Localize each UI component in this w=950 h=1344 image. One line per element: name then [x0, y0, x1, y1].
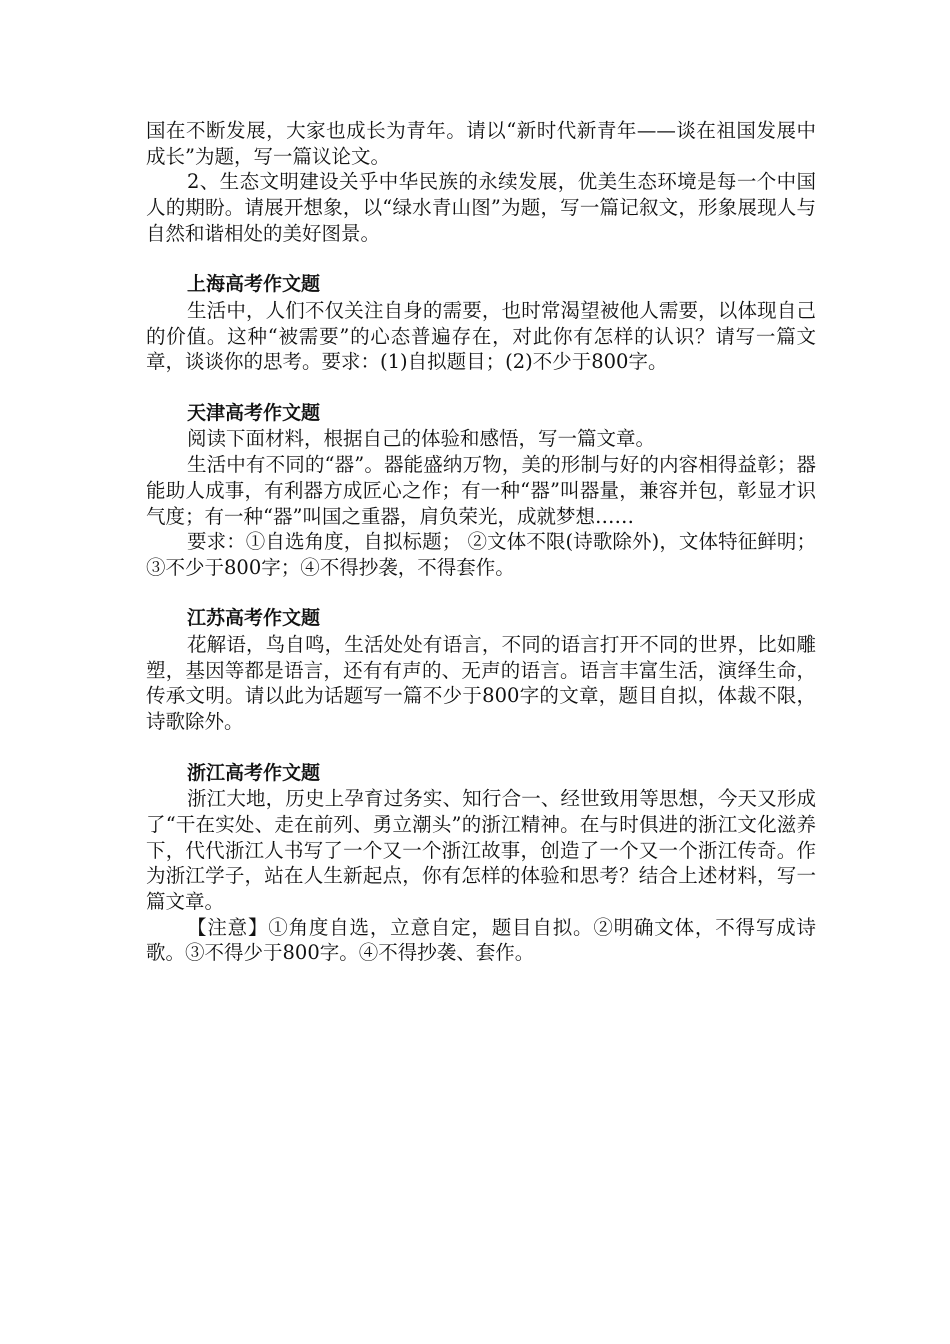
tianjin-heading: 天津高考作文题: [187, 401, 321, 424]
tianjin-paragraph-1: 阅读下面材料，根据自己的体验和感悟，写一篇文章。: [187, 427, 656, 451]
section-gap: [146, 375, 816, 401]
intro-paragraph-2: 2、生态文明建设关乎中华民族的永续发展，优美生态环境是每一个中国人的期盼。请展开想象，以“绿水青山图”为题，写一篇记叙文，形象展现人与自然和谐相处的美好图景。: [146, 170, 816, 245]
intro-paragraph-1: 国在不断发展，大家也成长为青年。请以“新时代新青年——谈在祖国发展中成长”为题，写一篇议论文。: [146, 119, 816, 168]
document-page: [146, 118, 816, 966]
jiangsu-paragraph: 花解语，鸟自鸣，生活处处有语言，不同的语言打开不同的世界，比如雕塑，基因等都是语言，还有有声的、无声的语言。语言丰富生活，演绎生命，传承文明。请以此为话题写一篇不少于800字的文章，题目自拟，体裁不限，诗歌除外。: [146, 633, 816, 734]
tianjin-paragraph-2: 生活中有不同的“器”。器能盛纳万物，美的形制与好的内容相得益彰；器能助人成事，有利器方成匠心之作；有一种“器”叫器量，兼容并包，彰显才识气度；有一种“器”叫国之重器，肩负荣光，成就梦想……: [146, 453, 816, 528]
section-gap: [146, 247, 816, 273]
tianjin-requirements: 要求：①自选角度，自拟标题； ②文体不限(诗歌除外)，文体特征鲜明； ③不少于800字；④不得抄袭，不得套作。: [146, 530, 816, 579]
jiangsu-heading: 江苏高考作文题: [187, 607, 321, 630]
shanghai-paragraph: 生活中，人们不仅关注自身的需要，也时常渴望被他人需要，以体现自己的价值。这种“被需要”的心态普遍存在，对此你有怎样的认识？请写一篇文章，谈谈你的思考。要求：(1)自拟题目；(2)不少于800字。: [146, 298, 816, 374]
zhejiang-heading: 浙江高考作文题: [187, 761, 321, 784]
zhejiang-paragraph: 浙江大地，历史上孕育过务实、知行合一、经世致用等思想，今天又形成了“干在实处、走在前列、勇立潮头”的浙江精神。在与时俱进的浙江文化滋养下，代代浙江人书写了一个又一个浙江故事，创造了一个又一个浙江传奇。作为浙江学子，站在人生新起点，你有怎样的体验和思考？结合上述材料，写一篇文章。: [146, 787, 816, 914]
shanghai-heading: 上海高考作文题: [187, 273, 321, 296]
zhejiang-notice: 【注意】①角度自选，立意自定，题目自拟。②明确文体，不得写成诗歌。③不得少于800字。④不得抄袭、套作。: [146, 915, 816, 965]
section-gap: [146, 735, 816, 761]
section-gap: [146, 581, 816, 607]
